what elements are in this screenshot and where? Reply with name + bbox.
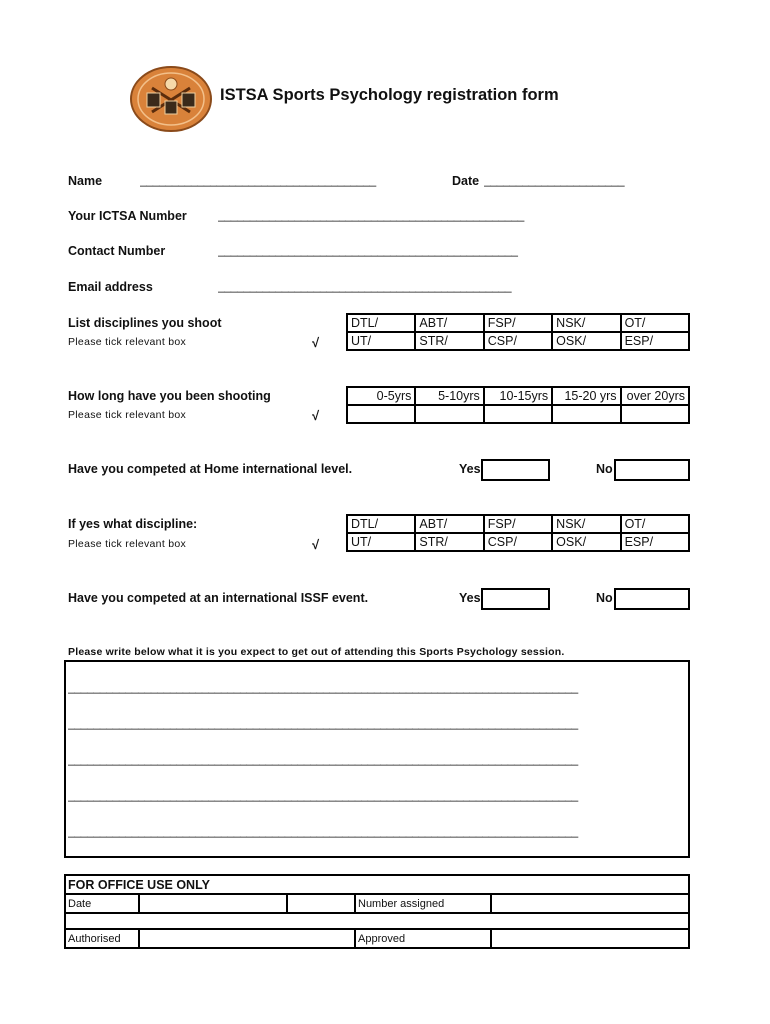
home-no-checkbox[interactable] [614, 459, 690, 481]
discipline-checkbox[interactable]: UT/ [347, 332, 415, 350]
write-line: ________________________________________________________________________________ [68, 752, 578, 766]
disciplines-label: List disciplines you shoot [68, 316, 222, 330]
duration-checkbox[interactable] [484, 405, 552, 423]
duration-checkbox[interactable] [621, 405, 689, 423]
shooting-duration-table [346, 386, 690, 424]
spacer-row [65, 913, 689, 929]
discipline-checkbox[interactable]: ABT/ [415, 515, 483, 533]
duration-checkbox[interactable] [552, 405, 620, 423]
approved-field[interactable] [491, 929, 689, 948]
duration-option: 5-10yrs [415, 387, 483, 405]
issf-yes-checkbox[interactable] [481, 588, 550, 610]
office-date-field[interactable] [139, 894, 287, 913]
write-line: ________________________________________________________________________________ [68, 788, 578, 802]
disciplines-table [346, 313, 690, 351]
duration-option: over 20yrs [621, 387, 689, 405]
shooting-hint: Please tick relevant box [68, 409, 187, 421]
expectations-prompt: Please write below what it is you expect to get out of attending this Sports Psychology session. [68, 646, 565, 658]
discipline-checkbox[interactable]: FSP/ [484, 515, 552, 533]
discipline-checkbox[interactable]: CSP/ [484, 533, 552, 551]
yes-discipline-table [346, 514, 690, 552]
email-label: Email address [68, 280, 153, 294]
contact-number-field[interactable]: _______________________________________________ [218, 243, 518, 257]
yes-discipline-label: If yes what discipline: [68, 517, 198, 531]
discipline-checkbox[interactable]: DTL/ [347, 314, 415, 332]
date-field[interactable]: ______________________ [484, 173, 625, 187]
issf-no-checkbox[interactable] [614, 588, 690, 610]
tick-mark: √ [312, 537, 320, 552]
disciplines-hint: Please tick relevant box [68, 336, 187, 348]
home-international-label: Have you competed at Home international level. [68, 462, 353, 476]
no-label: No [596, 591, 613, 605]
page-title: ISTSA Sports Psychology registration form [220, 86, 559, 104]
duration-option: 15-20 yrs [552, 387, 620, 405]
yes-discipline-hint: Please tick relevant box [68, 538, 187, 550]
home-yes-checkbox[interactable] [481, 459, 550, 481]
office-date-label: Date [65, 894, 139, 913]
discipline-checkbox[interactable]: OT/ [621, 314, 689, 332]
discipline-checkbox[interactable]: OT/ [621, 515, 689, 533]
approved-label: Approved [355, 929, 491, 948]
discipline-checkbox[interactable]: OSK/ [552, 533, 620, 551]
write-line: ________________________________________________________________________________ [68, 680, 578, 694]
discipline-checkbox[interactable]: ABT/ [415, 314, 483, 332]
number-assigned-field[interactable] [491, 894, 689, 913]
contact-label: Contact Number [68, 244, 166, 258]
expectations-textarea[interactable] [64, 660, 690, 858]
name-label: Name [68, 174, 103, 188]
discipline-checkbox[interactable]: ESP/ [621, 332, 689, 350]
discipline-checkbox[interactable]: FSP/ [484, 314, 552, 332]
duration-checkbox[interactable] [415, 405, 483, 423]
duration-option: 0-5yrs [347, 387, 415, 405]
authorised-label: Authorised [65, 929, 139, 948]
discipline-checkbox[interactable]: STR/ [415, 533, 483, 551]
yes-label: Yes [459, 591, 481, 605]
name-field[interactable]: _____________________________________ [140, 173, 376, 187]
ictsa-label: Your ICTSA Number [68, 209, 187, 223]
discipline-checkbox[interactable]: NSK/ [552, 515, 620, 533]
number-assigned-label: Number assigned [355, 894, 491, 913]
discipline-checkbox[interactable]: UT/ [347, 533, 415, 551]
no-label: No [596, 462, 613, 476]
authorised-field[interactable] [139, 929, 355, 948]
yes-label: Yes [459, 462, 481, 476]
issf-label: Have you competed at an international ISSF event. [68, 591, 369, 605]
write-line: ________________________________________________________________________________ [68, 824, 578, 838]
discipline-checkbox[interactable]: OSK/ [552, 332, 620, 350]
duration-option: 10-15yrs [484, 387, 552, 405]
office-use-title: FOR OFFICE USE ONLY [65, 875, 689, 894]
date-label: Date [452, 174, 480, 188]
email-field[interactable]: ______________________________________________ [218, 279, 512, 293]
shooting-duration-label: How long have you been shooting [68, 389, 271, 403]
office-use-table [64, 874, 690, 949]
discipline-checkbox[interactable]: ESP/ [621, 533, 689, 551]
duration-checkbox[interactable] [347, 405, 415, 423]
logo-crest [130, 66, 212, 132]
discipline-checkbox[interactable]: DTL/ [347, 515, 415, 533]
tick-mark: √ [312, 408, 320, 423]
discipline-checkbox[interactable]: CSP/ [484, 332, 552, 350]
ictsa-number-field[interactable]: ________________________________________________ [218, 208, 524, 222]
discipline-checkbox[interactable]: STR/ [415, 332, 483, 350]
discipline-checkbox[interactable]: NSK/ [552, 314, 620, 332]
spacer-cell [287, 894, 355, 913]
tick-mark: √ [312, 335, 320, 350]
write-line: ________________________________________________________________________________ [68, 716, 578, 730]
